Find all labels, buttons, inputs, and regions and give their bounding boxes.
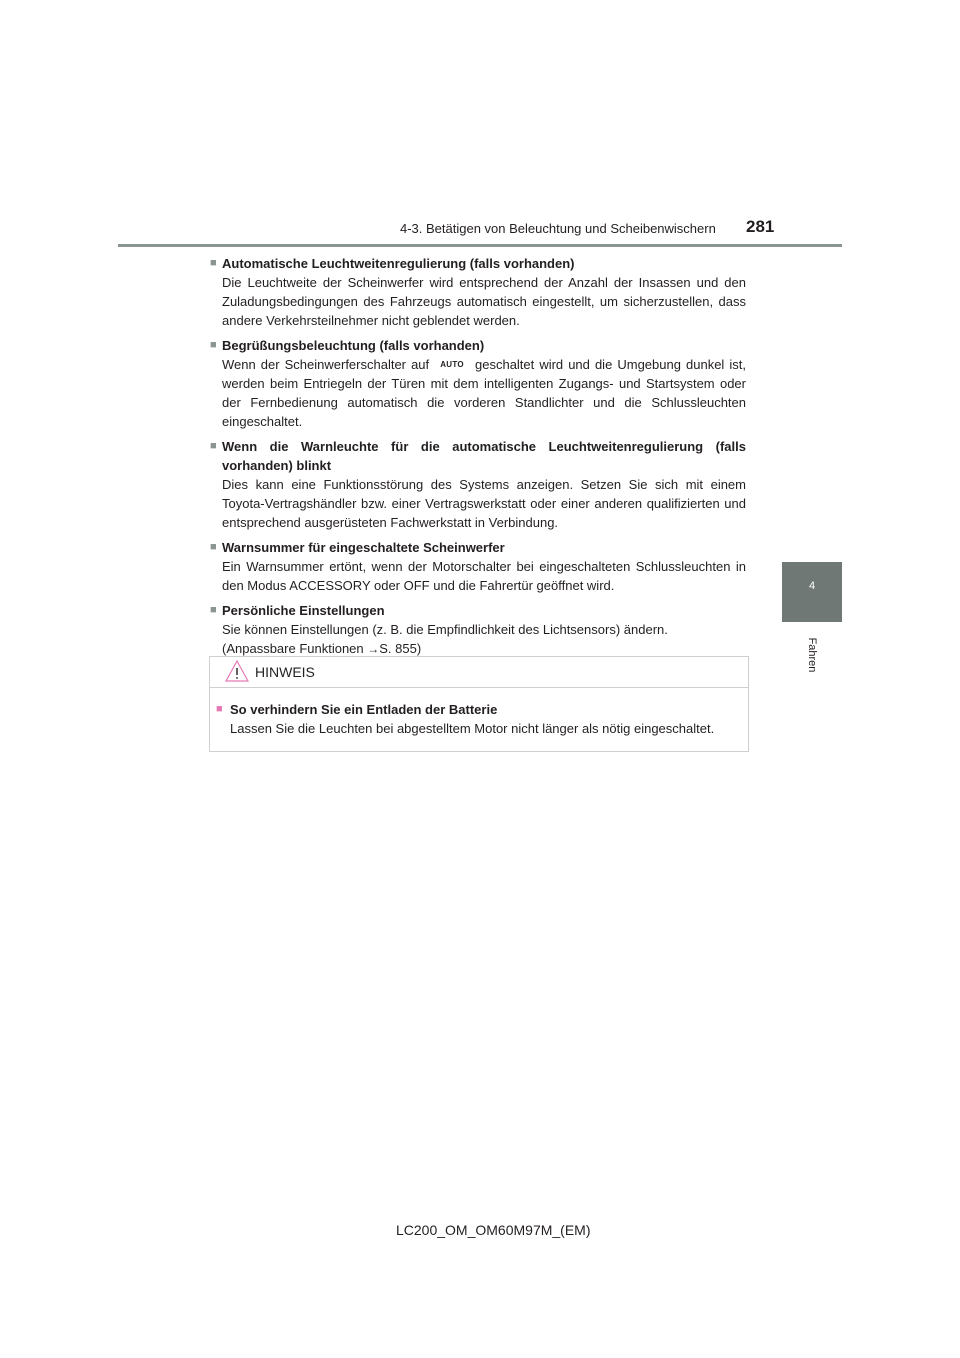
- body-text: Sie können Einstellungen (z. B. die Empfindlichkeit des Lichtsensors) ändern.: [222, 622, 668, 637]
- chapter-label: Fahren: [806, 637, 818, 673]
- bullet-square-icon: ■: [210, 257, 217, 269]
- notice-header: [210, 657, 748, 688]
- main-content: [210, 254, 746, 665]
- section-body: Dies kann eine Funktionsstörung des Systems anzeigen. Setzen Sie sich mit einem Toyota-Vertragshändler bzw. einer Vertragswerkstatt oder einer anderen qualifizierten und entsprechend ausgerüsteten Fachwerkstatt in Verbindung.: [222, 477, 746, 530]
- warning-triangle-icon: [225, 660, 249, 687]
- section-title: Automatische Leuchtweitenregulierung (falls vorhanden): [222, 256, 575, 271]
- notice-item-title: So verhindern Sie ein Entladen der Batterie: [230, 702, 498, 717]
- cross-reference[interactable]: (Anpassbare Funktionen →S. 855): [222, 641, 422, 656]
- running-header: 4-3. Betätigen von Beleuchtung und Scheibenwischern: [400, 221, 716, 236]
- bullet-square-icon: ■: [210, 339, 217, 351]
- section-buzzer: [210, 538, 746, 595]
- body-text: Wenn der Scheinwerferschalter auf: [222, 357, 430, 372]
- chapter-number: 4: [808, 580, 816, 592]
- section-body: Die Leuchtweite der Scheinwerfer wird entsprechend der Anzahl der Insassen und den Zuladungsbedingungen des Fahrzeugs automatisch eingestellt, um sicherzustellen, dass andere Verkehrsteilnehmer nicht geblendet werden.: [222, 275, 746, 328]
- section-leveling: [210, 254, 746, 330]
- body-text: geschaltet wird und die Umgebung dunkel ist, werden beim Entriegeln der Türen mit dem intelligenten Zugangs- und Startsystem oder der Fernbedienung automatisch die vorderen Standlichter und die Schlussleuchten eingeschaltet.: [222, 357, 746, 429]
- section-title: Wenn die Warnleuchte für die automatische Leuchtweitenregulierung (falls vorhanden) blinkt: [222, 439, 746, 473]
- section-body: [210, 355, 746, 431]
- bullet-square-icon: ■: [210, 440, 217, 452]
- notice-body: [216, 700, 744, 738]
- section-title: Persönliche Einstellungen: [222, 603, 385, 618]
- notice-item-text: Lassen Sie die Leuchten bei abgestelltem Motor nicht länger als nötig eingeschaltet.: [230, 721, 715, 736]
- page-number: 281: [746, 217, 775, 236]
- section-welcome-light: [210, 336, 746, 431]
- bullet-square-icon: ■: [216, 703, 223, 715]
- section-title: Warnsummer für eingeschaltete Scheinwerfer: [222, 540, 505, 555]
- notice-box: [209, 656, 749, 752]
- section-title: Begrüßungsbeleuchtung (falls vorhanden): [222, 338, 485, 353]
- auto-switch-icon: AUTO: [440, 360, 464, 369]
- notice-title: HINWEIS: [255, 664, 315, 680]
- arrow-right-icon: →: [367, 642, 380, 656]
- bullet-square-icon: ■: [210, 541, 217, 553]
- section-body: Ein Warnsummer ertönt, wenn der Motorschalter bei eingeschalteten Schlussleuchten in den Modus ACCESSORY oder OFF und die Fahrertür geöffnet wird.: [222, 559, 746, 593]
- chapter-tab[interactable]: [782, 562, 842, 622]
- header-divider: [118, 244, 842, 247]
- bullet-square-icon: ■: [210, 604, 217, 616]
- document-code: LC200_OM_OM60M97M_(EM): [396, 1222, 591, 1238]
- section-warning-light: [210, 437, 746, 532]
- section-personal-settings: [210, 601, 746, 659]
- section-body: [210, 620, 746, 659]
